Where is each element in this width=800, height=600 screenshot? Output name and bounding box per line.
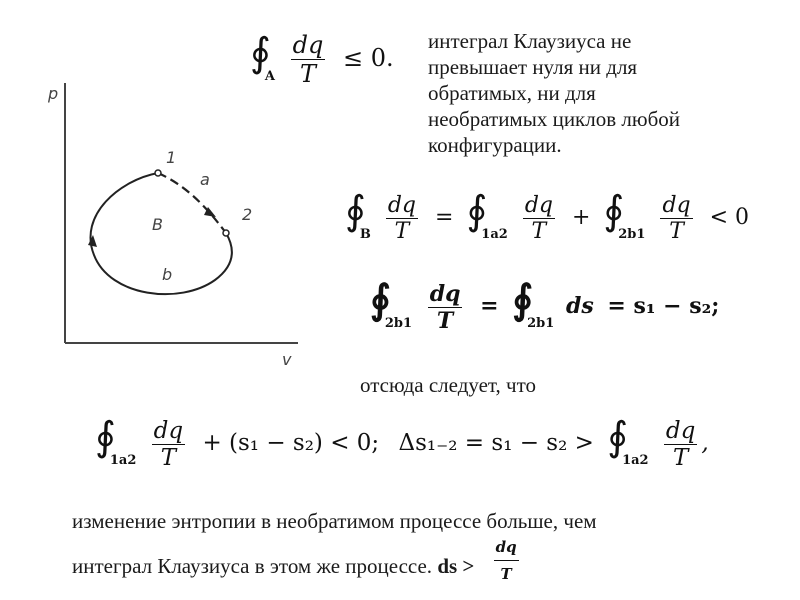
- desc-line: превышает нуля ни для: [428, 55, 638, 79]
- formula4-part1: + (s₁ − s₂) < 0;: [202, 430, 380, 456]
- formula2-num: dq: [662, 192, 691, 218]
- desc-line: необратимых циклов любой: [428, 107, 680, 131]
- formula2-rhs: < 0: [709, 205, 750, 230]
- axis-v-label: v: [282, 350, 292, 369]
- desc-line: конфигурации.: [428, 133, 562, 157]
- formula4-tail: ,: [701, 430, 709, 456]
- region-B-label: B: [152, 215, 163, 234]
- conclusion-paragraph: [72, 508, 597, 587]
- conclusion-den: T: [494, 560, 519, 587]
- pv-cycle-diagram: [30, 75, 300, 375]
- formula1-num: dq: [292, 31, 324, 59]
- formula2-den: T: [386, 218, 418, 244]
- contour-integral-symbol: ∮: [607, 414, 629, 460]
- formula2-sub-1a2: 1a2: [481, 227, 508, 242]
- formula3-eq: =: [480, 293, 499, 319]
- contour-integral-symbol: ∮: [370, 276, 391, 323]
- contour-integral-symbol: ∮: [512, 276, 534, 323]
- formula4-part2: Δs₁₋₂ = s₁ − s₂ >: [398, 430, 594, 456]
- formula3-den: T: [428, 307, 463, 334]
- hence-text: отсюда следует, что: [360, 373, 536, 397]
- formula1-fraction: [291, 31, 326, 88]
- formula2-eq: =: [435, 205, 454, 230]
- formula2-sub-B: B: [359, 227, 371, 242]
- segment-b-label: b: [162, 265, 173, 284]
- formula3-sub: 2b1: [384, 316, 413, 331]
- segment-a-label: a: [200, 170, 210, 189]
- formula2-sub-2b1: 2b1: [618, 227, 646, 242]
- point-1-label: 1: [166, 148, 177, 167]
- ds-label: ds >: [437, 554, 475, 578]
- formula3-sub-2: 2b1: [527, 316, 555, 331]
- formula4-fraction-2: [664, 418, 697, 471]
- contour-integral-symbol: ∮: [95, 414, 116, 460]
- contour-integral-symbol: ∮: [603, 188, 625, 234]
- entropy-inequality-formula: [95, 414, 709, 471]
- formula4-num: dq: [153, 417, 184, 444]
- formula1-subscript: A: [264, 69, 275, 84]
- formula3-ds: ds: [565, 293, 594, 319]
- formula2-plus: +: [571, 205, 591, 230]
- formula4-den: T: [152, 444, 185, 471]
- entropy-integral-formula: [370, 276, 725, 334]
- formula1-den: T: [291, 59, 326, 88]
- clausius-inequality-formula: [250, 30, 400, 88]
- arrow-b: [88, 235, 97, 247]
- contour-integral-symbol: ∮: [250, 30, 271, 76]
- formula4-fraction-1: [152, 418, 185, 471]
- point-2-label: 2: [242, 205, 253, 224]
- formula4-sub-2: 1a2: [622, 453, 649, 468]
- formula2-fraction-3: [660, 193, 692, 244]
- point-2-marker: [223, 230, 229, 236]
- point-1-marker: [155, 170, 161, 176]
- conclusion-line-1: изменение энтропии в необратимом процессе больше, чем: [72, 509, 597, 533]
- formula2-fraction-1: [386, 193, 418, 244]
- cycle-curve-a-dashed: [158, 173, 226, 233]
- formula2-fraction-2: [523, 193, 555, 244]
- formula4-num: dq: [665, 417, 696, 444]
- formula2-num: dq: [524, 192, 553, 218]
- formula3-rhs: = s₁ − s₂;: [607, 293, 720, 319]
- desc-line: обратимых, ни для: [428, 81, 596, 105]
- contour-integral-symbol: ∮: [345, 188, 366, 234]
- conclusion-line-2: [72, 534, 597, 587]
- conclusion-fraction: [494, 534, 519, 587]
- formula4-sub: 1a2: [109, 453, 137, 468]
- formula2-den: T: [523, 218, 555, 244]
- formula4-den: T: [664, 444, 697, 471]
- conclusion-line-2-text: интеграл Клаузиуса в этом же процессе.: [72, 554, 433, 578]
- axis-p-label: p: [48, 84, 59, 103]
- contour-integral-symbol: ∮: [466, 188, 488, 234]
- clausius-description: [428, 28, 680, 158]
- formula3-num: dq: [429, 280, 461, 307]
- formula3-fraction: [428, 281, 463, 334]
- formula2-num: dq: [387, 192, 417, 218]
- conclusion-num: dq: [495, 538, 517, 556]
- desc-line: интеграл Клаузиуса не: [428, 29, 632, 53]
- formula1-rhs: ≤ 0.: [342, 44, 394, 72]
- formula2-den: T: [660, 218, 692, 244]
- cycle-split-formula: [345, 188, 755, 244]
